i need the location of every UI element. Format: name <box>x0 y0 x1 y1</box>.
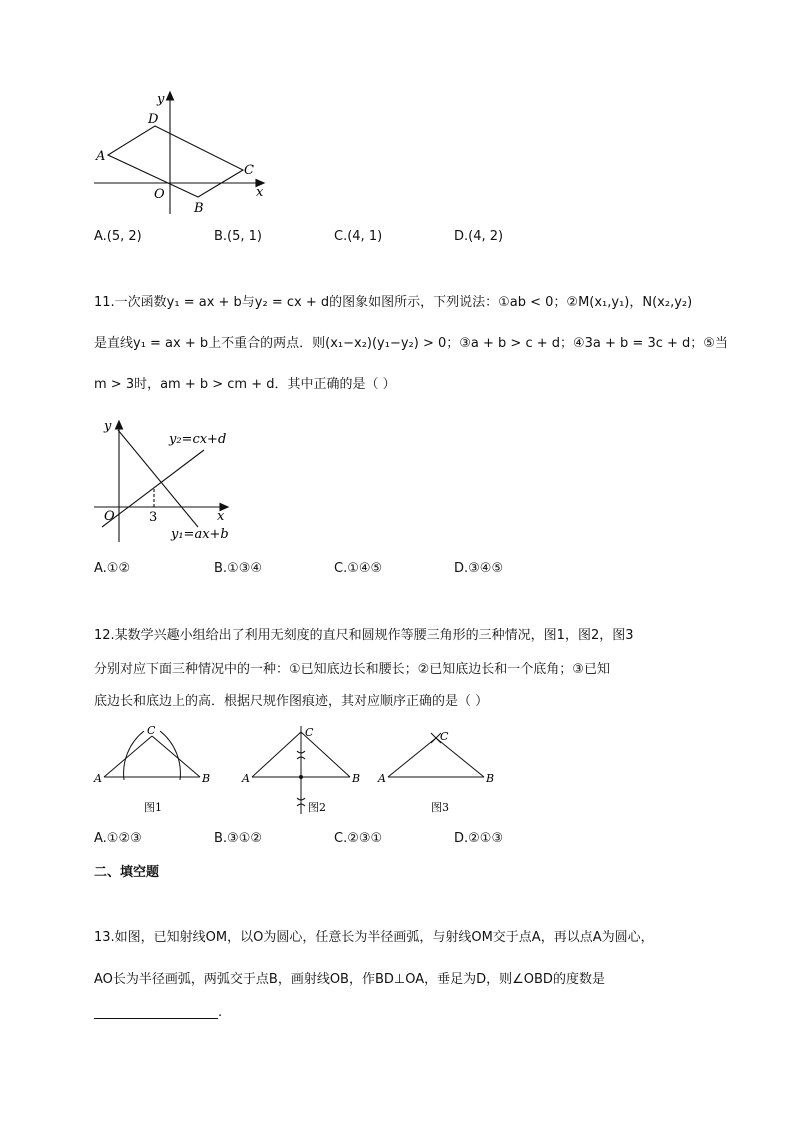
q10-option-a: A.(5, 2) <box>94 229 142 244</box>
construction-arc-right <box>160 731 180 780</box>
q13-line-1: 13.如图，已知射线OM，以O为圆心，任意长为半径画弧，与射线OM交于点A，再以点A为圆心， <box>94 930 654 945</box>
side-ac <box>252 732 301 777</box>
q10-option-c: C.(4, 1) <box>334 229 383 244</box>
q13-blank-period: . <box>218 1005 223 1020</box>
q12-figure-3 <box>376 722 501 817</box>
fig12-1-c-label: C <box>147 724 156 737</box>
construction-arc-left <box>124 731 144 780</box>
q12-option-b: B.③①② <box>214 831 263 846</box>
q11-line-2: 是直线y₁ = ax + b上不重合的两点．则(x₁−x₂)(y₁−y₂) > 0；③a + b > c + d；④3a + b = 3c + d；⑤当 <box>94 336 728 351</box>
q12-option-a: A.①②③ <box>94 831 142 846</box>
fig12-3-caption: 图3 <box>431 801 449 814</box>
q12-option-d: D.②①③ <box>454 831 504 846</box>
q10-option-b: B.(5, 1) <box>214 229 263 244</box>
fig12-3-a-label: A <box>378 772 386 785</box>
figure-linear-functions <box>92 414 242 549</box>
q10-option-d: D.(4, 2) <box>454 229 504 244</box>
q12-figure-1 <box>92 722 217 817</box>
fig1-d-label: D <box>148 112 159 127</box>
fig1-b-label: B <box>194 201 204 216</box>
fig12-2-c-label: C <box>305 726 314 739</box>
fig12-1-caption: 图1 <box>144 801 162 814</box>
fig12-2-b-label: B <box>352 772 361 785</box>
side-ac <box>388 738 436 777</box>
fig12-2-caption: 图2 <box>308 801 326 814</box>
fig12-3-b-label: B <box>486 772 495 785</box>
fig11-o-label: O <box>104 509 115 524</box>
side-bc <box>436 738 484 777</box>
fig1-x-label: x <box>256 185 264 200</box>
fig11-y2-label: y₂=cx+d <box>169 432 227 447</box>
q13-line-2: AO长为半径画弧，两弧交于点B，画射线OB，作BD⊥OA，垂足为D，则∠OBD的度数是 <box>94 972 605 987</box>
y-axis-arrow <box>116 421 123 429</box>
side-ac <box>104 736 152 777</box>
q11-option-a: A.①② <box>94 561 131 576</box>
fig1-a-label: A <box>96 149 106 164</box>
fig11-y-label: y <box>104 419 112 434</box>
fig1-y-label: y <box>157 92 165 107</box>
q12-line-3: 底边长和底边上的高．根据尺规作图痕迹，其对应顺序正确的是（ ） <box>94 694 489 709</box>
q12-figure-2 <box>240 722 365 817</box>
q11-line-3: m > 3时，am + b > cm + d．其中正确的是（ ） <box>94 377 396 392</box>
q11-line-1: 11.一次函数y₁ = ax + b与y₂ = cx + d的图象如图所示，下列说法：①ab < 0；②M(x₁,y₁)，N(x₂,y₂) <box>94 295 693 310</box>
q13-answer-blank[interactable] <box>94 1008 218 1019</box>
fig11-x-label: x <box>217 509 225 524</box>
fig12-3-c-label: C <box>440 730 449 743</box>
y-axis-arrow <box>167 92 174 100</box>
fig1-c-label: C <box>244 163 254 178</box>
q12-option-c: C.②③① <box>334 831 383 846</box>
fig12-1-a-label: A <box>94 772 102 785</box>
fig1-o-label: O <box>154 187 165 202</box>
q11-option-d: D.③④⑤ <box>454 561 504 576</box>
q12-line-1: 12.某数学兴趣小组给出了利用无刻度的直尺和圆规作等腰三角形的三种情况，图1，图2，图3 <box>94 628 634 643</box>
fig11-y1-label: y₁=ax+b <box>171 527 229 542</box>
q11-option-b: B.①③④ <box>214 561 263 576</box>
fig12-2-a-label: A <box>242 772 250 785</box>
fig12-1-b-label: B <box>202 772 211 785</box>
figure-quadrilateral <box>88 88 278 218</box>
q12-line-2: 分别对应下面三种情况中的一种：①已知底边长和腰长；②已知底边长和一个底角；③已知 <box>94 662 610 677</box>
quadrilateral-abcd <box>108 126 243 197</box>
side-bc <box>152 736 200 777</box>
fig11-three-label: 3 <box>149 510 158 525</box>
q11-option-c: C.①④⑤ <box>334 561 383 576</box>
section-title-fill-blank: 二、填空题 <box>94 865 160 880</box>
midpoint-dot <box>299 775 303 779</box>
